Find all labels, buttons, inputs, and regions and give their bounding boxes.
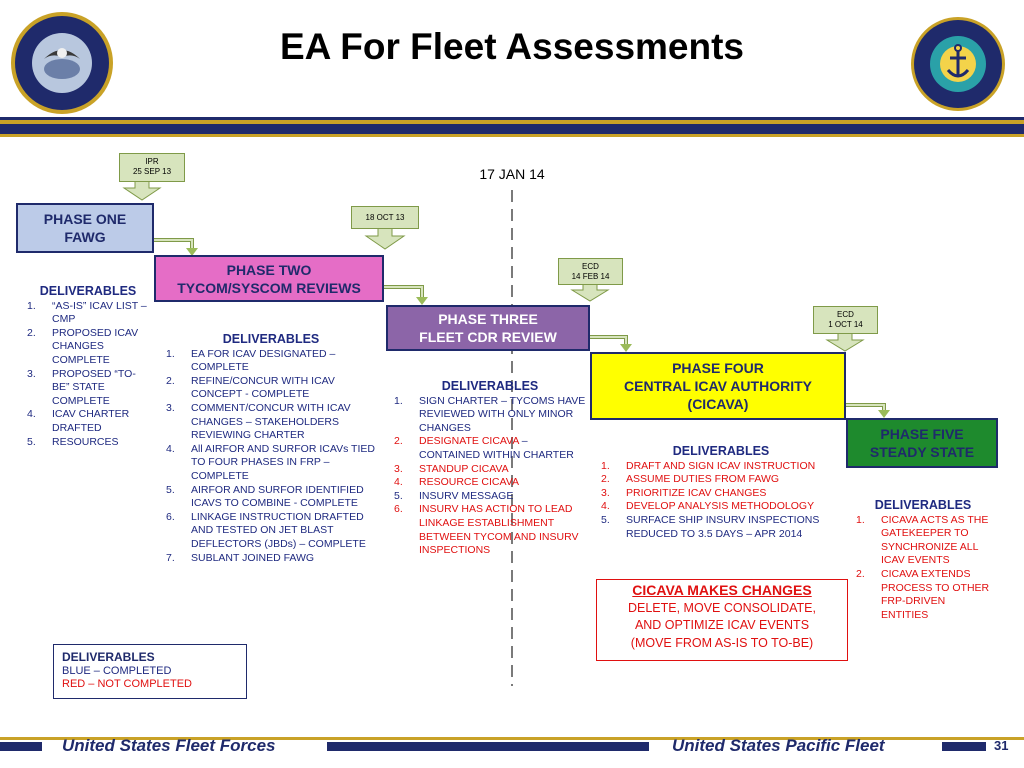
item-text: CICAVA EXTENDS PROCESS TO OTHER FRP-DRIVEN ENTITIES: [881, 567, 990, 621]
phase-four-line1: PHASE FOUR: [672, 360, 764, 376]
item-number: 3.: [27, 367, 36, 380]
item-text: INSURV MESSAGE: [419, 489, 514, 502]
connector-three-four: [590, 337, 626, 348]
footer-bar-right: [942, 742, 986, 751]
deliverables-phase-two-header: DELIVERABLES: [222, 332, 320, 346]
callout-ipr-line1: IPR: [145, 157, 159, 166]
phase-five-box: [846, 418, 998, 468]
item-number: 4.: [166, 442, 175, 455]
item-text: ASSUME DUTIES FROM FAWG: [626, 473, 780, 486]
list-item: [394, 503, 586, 557]
phase-four-box: [590, 352, 846, 420]
item-text: SIGN CHARTER – TYCOMS HAVE REVIEWED WITH ONLY MINOR CHANGES: [419, 394, 586, 434]
phase-four-line3: (CICAVA): [687, 396, 749, 412]
callout-ipr-line2: 25 SEP 13: [132, 167, 172, 176]
item-text: DRAFT AND SIGN ICAV INSTRUCTION: [626, 459, 816, 472]
item-text: SUBLANT JOINED FAWG: [191, 551, 315, 564]
list-item: [27, 300, 149, 327]
item-number: 2.: [601, 473, 610, 486]
list-item: [394, 395, 586, 436]
item-text: “AS-IS” ICAV LIST – CMP: [52, 299, 147, 326]
item-text: LINKAGE INSTRUCTION DRAFTED AND TESTED ON JET BLAST DEFLECTORS (JBDs) – COMPLETE: [191, 510, 366, 550]
list-item: [601, 500, 841, 514]
item-number: 4.: [394, 476, 403, 489]
legend-blue-entry: BLUE – COMPLETED: [62, 664, 172, 677]
item-number: 5.: [394, 489, 403, 502]
item-number: 5.: [166, 483, 175, 496]
item-text: All AIRFOR AND SURFOR ICAVs TIED TO FOUR PHASES IN FRP – COMPLETE: [191, 442, 375, 482]
item-text: EA FOR ICAV DESIGNATED – COMPLETE: [191, 347, 336, 374]
callout-oct-line1: 18 OCT 13: [365, 213, 405, 222]
footer-bar-left: [0, 742, 42, 751]
item-number: 1.: [856, 513, 865, 526]
list-item: [27, 327, 149, 368]
list-item: [166, 375, 376, 402]
callout-arrow-ecd-oct: [827, 333, 863, 351]
callout-arrow-oct: [366, 228, 404, 249]
footer-left-text: United States Fleet Forces: [62, 736, 276, 755]
list-item: [394, 435, 586, 462]
list-item: [166, 348, 376, 375]
list-item: [27, 436, 149, 450]
item-number: 1.: [166, 347, 175, 360]
list-item: [601, 514, 841, 541]
item-number: 3.: [601, 486, 610, 499]
phase-one-line2: FAWG: [64, 229, 106, 245]
phase-two-box: [154, 255, 384, 302]
list-item: [166, 511, 376, 552]
cicava-changes-header: CICAVA MAKES CHANGES: [632, 582, 812, 598]
list-item: [166, 443, 376, 484]
item-number: 7.: [166, 551, 175, 564]
item-text: DEVELOP ANALYSIS METHODOLOGY: [626, 500, 815, 513]
list-item: [601, 460, 841, 474]
page-number: 31: [994, 738, 1009, 753]
callout-ecd-oct-line1: ECD: [837, 310, 854, 319]
item-number: 4.: [601, 500, 610, 513]
item-number: 1.: [394, 394, 403, 407]
slide-title: EA For Fleet Assessments: [279, 26, 745, 67]
deliverables-phase-four-header: DELIVERABLES: [672, 444, 770, 458]
item-number: 1.: [601, 459, 610, 472]
item-text: SURFACE SHIP INSURV INSPECTIONS REDUCED TO 3.5 DAYS – APR 2014: [626, 513, 820, 540]
deliverables-phase-one-header: DELIVERABLES: [39, 284, 137, 298]
connector-two-three: [384, 287, 422, 301]
item-text: STANDUP CICAVA: [419, 462, 509, 475]
item-number: 2.: [166, 374, 175, 387]
cicava-changes-box: [596, 579, 848, 661]
cicava-changes-line1: DELETE, MOVE CONSOLIDATE,: [627, 600, 816, 615]
deliverables-phase-five-header: DELIVERABLES: [874, 498, 972, 512]
list-item: [856, 514, 990, 568]
list-item: [394, 463, 586, 477]
item-text: RESOURCES: [52, 435, 119, 448]
list-item: [166, 484, 376, 511]
item-number: 1.: [27, 299, 36, 312]
phase-two-line1: PHASE TWO: [226, 261, 312, 278]
callout-ecd-feb: [558, 258, 623, 285]
phase-three-box: [386, 305, 590, 351]
item-text: REFINE/CONCUR WITH ICAV CONCEPT - COMPLETE: [191, 374, 335, 401]
phase-three-line2: FLEET CDR REVIEW: [419, 329, 557, 345]
item-number: 2.: [27, 326, 36, 339]
phase-five-line1: PHASE FIVE: [880, 426, 964, 442]
item-text: RESOURCE CICAVA: [419, 476, 519, 489]
item-number: 2.: [856, 567, 865, 580]
callout-ecd-feb-line1: ECD: [582, 262, 599, 271]
list-item: [394, 490, 586, 504]
item-number: 4.: [27, 408, 36, 421]
item-text: PROPOSED ICAV CHANGES COMPLETE: [52, 326, 139, 366]
list-item: [27, 408, 149, 435]
item-text: PRIORITIZE ICAV CHANGES: [626, 486, 767, 499]
connector-one-two: [154, 240, 192, 252]
legend-header: DELIVERABLES: [62, 650, 155, 664]
legend-red-entry: RED – NOT COMPLETED: [62, 678, 192, 690]
phase-two-line2: TYCOM/SYSCOM REVIEWS: [177, 279, 361, 296]
phase-one-line1: PHASE ONE: [43, 211, 127, 227]
connector-four-five: [846, 405, 884, 414]
footer-bar-middle: [327, 742, 649, 751]
cicava-changes-line2: AND OPTIMIZE ICAV EVENTS: [634, 618, 810, 632]
callout-ecd-oct: [813, 306, 878, 334]
callout-oct: [351, 206, 419, 229]
item-text-tail: – CONTAINED WITHIN CHARTER: [419, 435, 574, 461]
item-number: 5.: [27, 435, 36, 448]
item-text: COMMENT/CONCUR WITH ICAV CHANGES – STAKEHOLDERS REVIEWING CHARTER: [191, 401, 351, 442]
callout-arrow-ecd-feb: [572, 283, 608, 301]
phase-one-box: [16, 203, 154, 253]
list-item: [166, 402, 376, 443]
callout-ecd-feb-line2: 14 FEB 14: [571, 272, 610, 281]
phase-five-line2: STEADY STATE: [869, 444, 975, 460]
item-number: 6.: [394, 503, 403, 516]
deliverables-phase-five: [856, 499, 990, 622]
item-text: AIRFOR AND SURFOR IDENTIFIED ICAVS TO COMBINE - COMPLETE: [191, 483, 364, 510]
item-text: CICAVA ACTS AS THE GATEKEEPER TO SYNCHRONIZE ALL ICAV EVENTS: [881, 513, 989, 567]
item-number: 6.: [166, 510, 175, 523]
cicava-changes-line3: (MOVE FROM AS-IS TO TO-BE): [630, 635, 814, 650]
callout-arrow-ipr: [124, 181, 160, 200]
deliverables-phase-three-header: DELIVERABLES: [441, 379, 539, 393]
date-marker: 17 JAN 14: [479, 166, 545, 182]
item-number: 3.: [166, 401, 175, 414]
item-number: 2.: [394, 435, 403, 448]
list-item: [166, 552, 376, 566]
list-item: [856, 568, 990, 622]
item-text: ICAV CHARTER DRAFTED: [52, 408, 130, 434]
deliverables-phase-two: [166, 333, 376, 565]
item-text: INSURV HAS ACTION TO LEAD LINKAGE ESTABLISHMENT BETWEEN TYCOM AND INSURV INSPECTIONS: [419, 503, 579, 557]
list-item: [27, 368, 149, 409]
phase-four-line2: CENTRAL ICAV AUTHORITY: [624, 378, 812, 394]
list-item: [601, 487, 841, 501]
deliverables-phase-three: [394, 380, 586, 558]
item-text: DESIGNATE CICAVA: [419, 435, 519, 448]
deliverables-phase-four: [601, 445, 841, 541]
item-number: 5.: [601, 513, 610, 526]
footer-right-text: United States Pacific Fleet: [672, 736, 885, 755]
item-number: 3.: [394, 462, 403, 475]
deliverables-phase-one: [27, 285, 149, 449]
list-item: [601, 473, 841, 487]
status-legend: [53, 644, 247, 699]
phase-three-line1: PHASE THREE: [438, 311, 538, 327]
callout-ipr: [119, 153, 185, 182]
item-text: PROPOSED “TO-BE” STATE COMPLETE: [52, 367, 136, 407]
list-item: [394, 476, 586, 490]
callout-ecd-oct-line2: 1 OCT 14: [828, 320, 863, 329]
